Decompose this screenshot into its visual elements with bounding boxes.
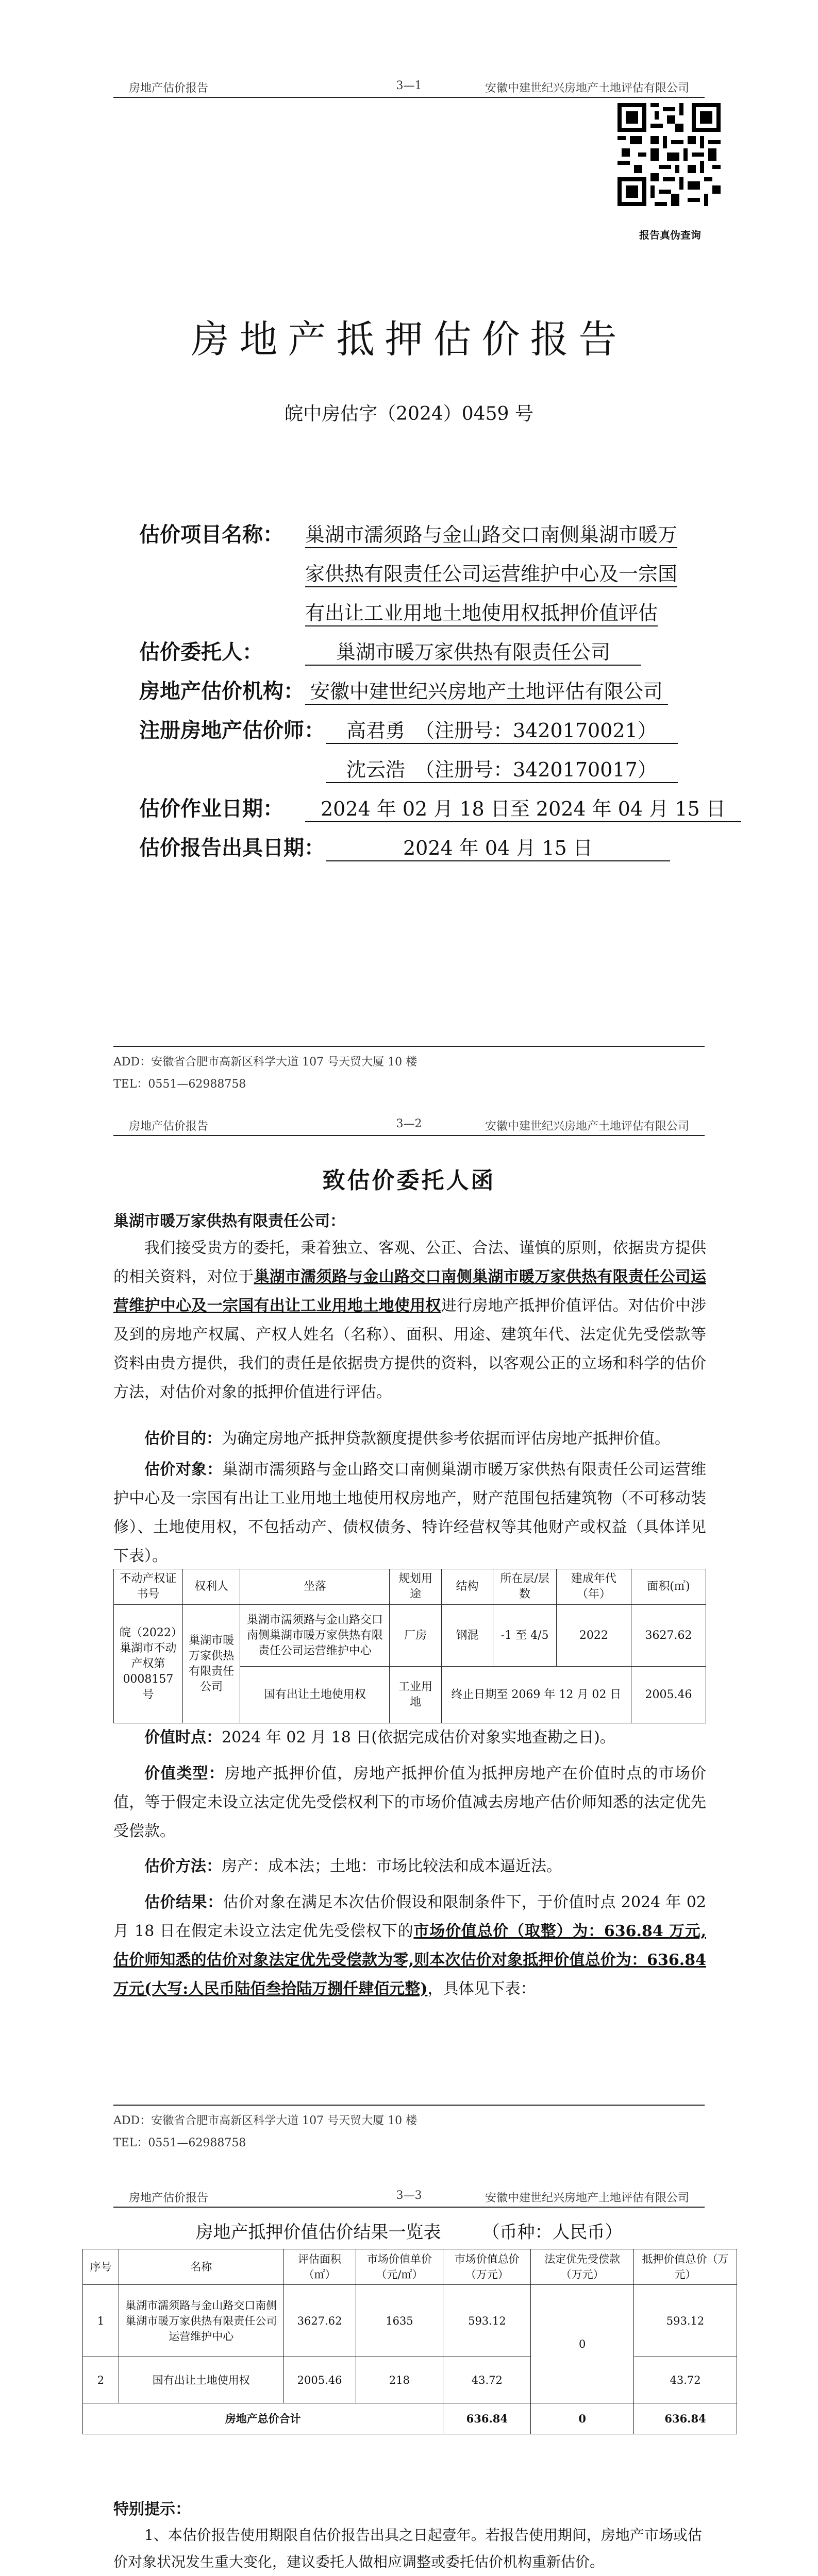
table-row: 1 巢湖市濡须路与金山路交口南侧巢湖市暖万家供热有限责任公司运营维护中心 3627.62 1635 593.12 0 593.12	[83, 2285, 737, 2357]
issue-value: 2024 年 04 月 15 日	[326, 837, 670, 861]
period-value: 2024 年 02 月 18 日至 2024 年 04 月 15 日	[305, 798, 741, 822]
page-letter	[0, 1105, 818, 2177]
th-no: 序号	[83, 2249, 119, 2285]
qr-code-icon[interactable]	[617, 103, 721, 206]
letter-result: 估价结果：估价对象在满足本次估价假设和限制条件下，于价值时点 2024 年 02 月 18 日在假定未设立法定优先受偿权下的市场价值总价（取整）为：636.84 万元,估价师知悉的估价对象法定优先受偿款为零,则本次估价对象抵押价值总价为：636.84 万元(大写:人民币陆佰叁拾陆万捌仟肆佰元整)，具体见下表：	[113, 1893, 707, 1998]
th-year: 建成年代（年）	[556, 1569, 631, 1605]
cell-cert: 皖（2022）巢湖市不动产权第0008157 号	[114, 1605, 183, 1723]
table-header-row	[114, 1569, 706, 1605]
header-right: 安徽中建世纪兴房地产土地评估有限公司	[485, 1120, 689, 1133]
project-value-line1: 巢湖市濡须路与金山路交口南侧巢湖市暖万	[305, 523, 677, 548]
cell-area: 2005.46	[631, 1667, 706, 1723]
org-value: 安徽中建世纪兴房地产土地评估有限公司	[305, 680, 668, 705]
total-priority: 0	[531, 2403, 634, 2434]
th-cert: 不动产权证书号	[114, 1569, 183, 1605]
client-value: 巢湖市暖万家供热有限责任公司	[305, 641, 641, 666]
footer	[113, 2105, 705, 2156]
note-1: 1、本估价报告使用期限自估价报告出具之日起壹年。若报告使用期间，房地产市场或估价对象状况发生重大变化，建议委托人做相应调整或委托估价机构重新估价。	[113, 2527, 702, 2570]
cell-location: 巢湖市濡须路与金山路交口南侧巢湖市暖万家供热有限责任公司运营维护中心	[240, 1605, 390, 1667]
report-doc-number: 皖中房估字（2024）0459 号	[285, 403, 533, 425]
report-title: 房地产抵押估价报告	[191, 317, 627, 362]
summary-currency: （币种：人民币）	[482, 2222, 623, 2243]
header-page-number: 3—2	[396, 1117, 422, 1130]
footer-tel: TEL：0551—62988758	[113, 1078, 246, 1091]
running-header	[113, 1115, 705, 1136]
cell-term: 终止日期至 2069 年 12 月 02 日	[441, 1667, 631, 1723]
table-header-row	[83, 2249, 737, 2285]
project-value-line3: 有出让工业用地土地使用权抵押价值评估	[305, 602, 658, 626]
issue-label: 估价报告出具日期：	[139, 836, 325, 860]
th-area: 面积(㎡)	[631, 1569, 706, 1605]
property-table	[113, 1569, 706, 1723]
letter-value-type: 价值类型：房地产抵押价值，房地产抵押价值为抵押房地产在价值时点的市场价值，等于假定未设立法定优先受偿权利下的市场价值减去房地产估价师知悉的法定优先受偿款。	[113, 1765, 707, 1840]
th-use: 规划用途	[390, 1569, 441, 1605]
cell-area: 3627.62	[631, 1605, 706, 1667]
th-area: 评估面积（㎡）	[283, 2249, 356, 2285]
summary-table	[82, 2249, 737, 2434]
total-market: 636.84	[443, 2403, 531, 2434]
letter-value-date: 价值时点：2024 年 02 月 18 日(依据完成估价对象实地查勘之日)。	[144, 1728, 615, 1747]
letter-intro: 我们接受贵方的委托，秉着独立、客观、公正、合法、谨慎的原则，依据贵方提供的相关资料，对位于巢湖市濡须路与金山路交口南侧巢湖市暖万家供热有限责任公司运营维护中心及一宗国有出让工业用地土地使用权进行房地产抵押价值评估。对估价中涉及到的房地产权属、产权人姓名（名称）、面积、用途、建筑年代、法定优先受偿款等资料由贵方提供，我们的责任是依据贵方提供的资料，以客观公正的立场和科学的估价方法，对估价对象的抵押价值进行评估。	[113, 1239, 707, 1401]
header-left: 房地产估价报告	[129, 82, 209, 95]
page-cover	[0, 0, 818, 1105]
header-left: 房地产估价报告	[129, 1120, 209, 1133]
project-label: 估价项目名称：	[139, 522, 283, 547]
cell-owner: 巢湖市暖万家供热有限责任公司	[182, 1605, 240, 1723]
header-page-number: 3—3	[396, 2189, 422, 2202]
letter-method: 估价方法：房产：成本法；土地：市场比较法和成本逼近法。	[144, 1857, 562, 1875]
total-mortgage: 636.84	[634, 2403, 737, 2434]
appraiser-label: 注册房地产估价师：	[139, 718, 325, 742]
notes-title: 特别提示：	[113, 2500, 191, 2518]
period-label: 估价作业日期：	[139, 796, 283, 821]
th-name: 名称	[119, 2249, 283, 2285]
th-location: 坐落	[240, 1569, 390, 1605]
footer-address: ADD：安徽省合肥市高新区科学大道 107 号天贸大厦 10 楼	[113, 2114, 418, 2127]
th-total: 市场价值总价（万元）	[443, 2249, 531, 2285]
footer-tel: TEL：0551—62988758	[113, 2137, 246, 2149]
th-mortgage: 抵押价值总价（万元）	[634, 2249, 737, 2285]
header-left: 房地产估价报告	[129, 2192, 209, 2205]
cell-year: 2022	[556, 1605, 631, 1667]
org-label: 房地产估价机构：	[139, 679, 304, 703]
table-row: 2 国有出让土地使用权 2005.46 218 43.72 43.72	[83, 2357, 737, 2403]
table-total-row	[83, 2403, 737, 2434]
th-structure: 结构	[441, 1569, 493, 1605]
client-label: 估价委托人：	[139, 640, 263, 664]
cell-floors: -1 至 4/5	[493, 1605, 557, 1667]
footer-address: ADD：安徽省合肥市高新区科学大道 107 号天贸大厦 10 楼	[113, 1056, 418, 1069]
running-header	[113, 77, 705, 98]
cell-use: 工业用地	[390, 1667, 441, 1723]
summary-title: 房地产抵押价值估价结果一览表 （币种：人民币）	[195, 2222, 623, 2243]
cell-priority-shared: 0	[531, 2285, 634, 2403]
running-header	[113, 2187, 705, 2208]
footer	[113, 1046, 705, 1097]
letter-title: 致估价委托人函	[322, 1167, 496, 1194]
table-row	[114, 1605, 706, 1667]
th-owner: 权利人	[182, 1569, 240, 1605]
th-unit: 市场价值单价（元/㎡）	[356, 2249, 443, 2285]
page-summary	[0, 2177, 818, 2576]
appraiser-1: 高君勇 （注册号：3420170021）	[326, 719, 678, 744]
letter-object: 估价对象：巢湖市濡须路与金山路交口南侧巢湖市暖万家供热有限责任公司运营维护中心及一宗国有出让工业用地土地使用权房地产，财产范围包括建筑物（不可移动装修）、土地使用权，不包括动产、债权债务、特许经营权等其他财产或权益（具体详见下表）。	[113, 1461, 707, 1565]
cell-location: 国有出让土地使用权	[240, 1667, 390, 1723]
qr-caption: 报告真伪查询	[639, 229, 701, 241]
letter-addressee: 巢湖市暖万家供热有限责任公司：	[113, 1212, 345, 1230]
th-floors: 所在层/层数	[493, 1569, 557, 1605]
header-page-number: 3—1	[396, 79, 422, 92]
cell-structure: 钢混	[441, 1605, 493, 1667]
letter-purpose: 估价目的：为确定房地产抵押贷款额度提供参考依据而评估房地产抵押价值。	[144, 1430, 670, 1448]
appraiser-2: 沈云浩 （注册号：3420170017）	[326, 758, 678, 783]
th-priority: 法定优先受偿款（万元）	[531, 2249, 634, 2285]
cell-use: 厂房	[390, 1605, 441, 1667]
header-right: 安徽中建世纪兴房地产土地评估有限公司	[485, 82, 689, 95]
header-right: 安徽中建世纪兴房地产土地评估有限公司	[485, 2192, 689, 2205]
project-value-line2: 家供热有限责任公司运营维护中心及一宗国	[305, 563, 677, 587]
total-label: 房地产总价合计	[83, 2403, 443, 2434]
